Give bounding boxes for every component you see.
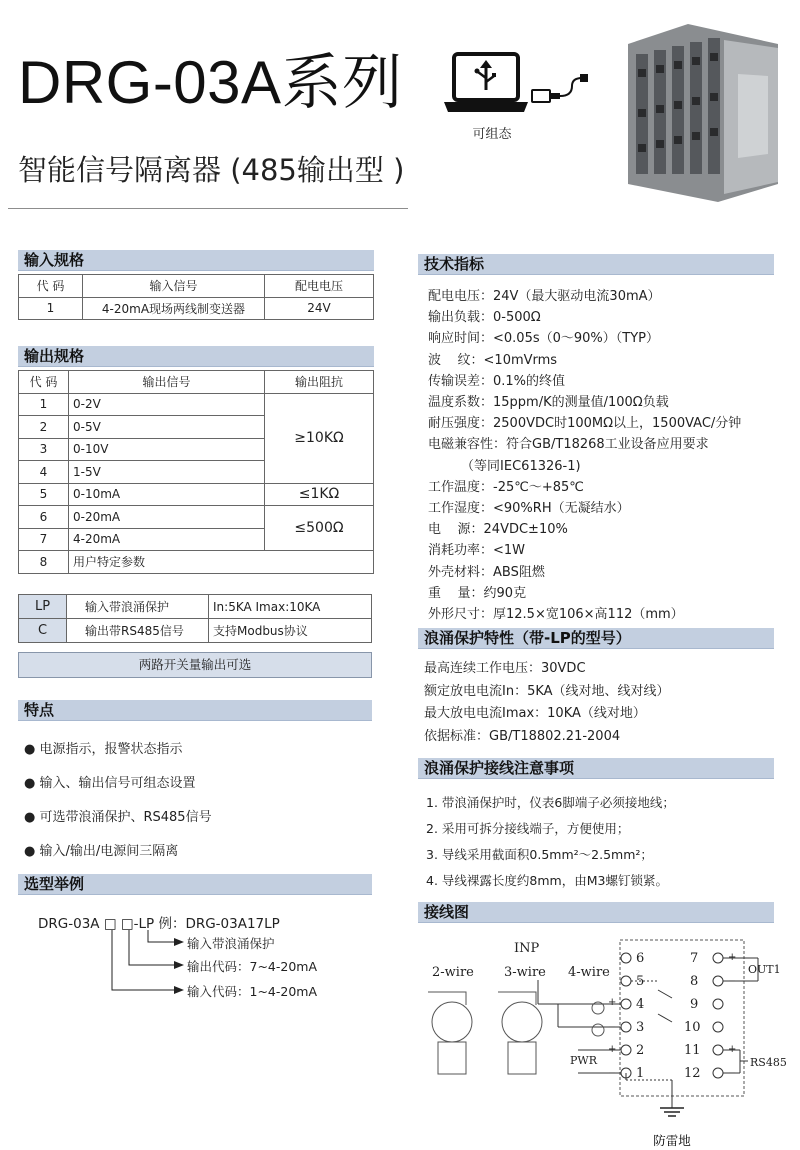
table-cell: 0-10mA [69,483,265,506]
wiring-note-item: 4. 导线裸露长度约8mm，由M3螺钉锁紧。 [426,873,668,888]
surge-spec-header: 浪涌保护特性（带-LP的型号） [418,628,774,649]
output-spec-header: 输出规格 [18,346,374,367]
impedance-cell: ≤500Ω [265,506,374,551]
table-header-cell: 代 码 [19,275,83,298]
out1-label: OUT1 [748,963,781,976]
surge-spec-line: 额定放电电流In：5KA（线对地、线对线） [424,683,670,699]
model-label-output: 输出代码：7~4-20mA [187,959,318,974]
tech-spec-line: 工作温度：-25℃～+85℃ [428,479,584,495]
product-series-title: DRG-03A系列 [18,49,403,116]
wiring-note-item: 3. 导线采用截面积0.5mm²～2.5mm²； [426,847,653,862]
table-header-cell: 输出阻抗 [265,371,374,394]
option-desc: 输入带浪涌保护 [67,595,209,619]
option-desc: 输出带RS485信号 [67,619,209,643]
option-detail: In:5KA Imax:10KA [209,595,372,619]
input-spec-table [18,274,374,320]
feature-item: ● 电源指示，报警状态指示 [24,742,183,757]
wire-type-label: 2-wire [432,965,474,980]
tech-spec-line: 耐压强度：2500VDC时100MΩ以上，1500VAC/分钟 [428,416,742,432]
table-cell: 0-5V [69,416,265,439]
table-header-cell: 输出信号 [69,371,265,394]
laptop-usb-icon [440,50,590,120]
table-cell: 4 [19,461,69,484]
svg-text:+: + [728,1044,737,1055]
table-cell: 24V [265,297,374,320]
surge-ground-label: 防雷地 [653,1133,691,1148]
table-cell: 1 [19,297,83,320]
table-cell: 5 [19,483,69,506]
wiring-notes-header: 浪涌保护接线注意事项 [418,758,774,779]
terminal-label: 4 [636,997,645,1012]
wiring-diagram-header: 接线图 [418,902,774,923]
features-header: 特点 [18,700,372,721]
table-cell: 4-20mA现场两线制变送器 [83,297,265,320]
terminal-label: 8 [690,974,699,989]
surge-spec-line: 最高连续工作电压：30VDC [424,661,586,676]
feature-item: ● 输入/输出/电源间三隔离 [24,844,179,859]
model-label-surge: 输入带浪涌保护 [187,936,275,951]
table-header-cell: 配电电压 [265,275,374,298]
model-example-header: 选型举例 [18,874,372,895]
table-cell: 4-20mA [69,528,265,551]
terminal-label: 1 [636,1066,645,1081]
input-spec-header: 输入规格 [18,250,374,271]
svg-text:+: + [728,952,737,963]
tech-spec-header: 技术指标 [418,254,774,275]
tech-spec-line: 输出负载：0-500Ω [428,310,541,326]
feature-item: ● 可选带浪涌保护、RS485信号 [24,810,212,825]
inp-label: INP [514,941,540,956]
configurable-caption: 可组态 [472,127,512,142]
surge-spec-line: 依据标准：GB/T18802.21-2004 [424,728,621,744]
svg-text:−: − [608,1022,617,1033]
table-cell: 7 [19,528,69,551]
switch-output-note: 两路开关量输出可选 [18,652,372,678]
product-subtitle: 智能信号隔离器 (485输出型 ) [18,153,405,187]
terminal-label: 2 [636,1043,645,1058]
terminal-label: 3 [636,1020,645,1035]
tech-spec-line: 工作湿度：<90%RH（无凝结水） [428,501,630,517]
table-cell: 0-2V [69,393,265,416]
table-cell: 2 [19,416,69,439]
output-spec-table [18,370,374,574]
tech-spec-line: 配电电压：24V（最大驱动电流30mA） [428,289,661,304]
tech-spec-line: 波 纹：<10mVrms [428,352,558,368]
wire-type-label: 4-wire [568,965,610,980]
table-header-cell: 输入信号 [83,275,265,298]
model-code-line: DRG-03A □ □-LP 例：DRG-03A17LP [38,916,280,932]
svg-text:−: − [728,1068,737,1079]
tech-spec-line: 传输误差：0.1%的终值 [428,373,566,389]
table-cell: 1-5V [69,461,265,484]
wiring-note-item: 1. 带浪涌保护时，仪表6脚端子必须接地线； [426,795,675,810]
tech-spec-line: 外形尺寸：厚12.5×宽106×高112（mm） [428,607,684,623]
device-illustration [618,14,788,204]
terminal-label: 10 [684,1020,701,1035]
tech-spec-line: 消耗功率：<1W [428,543,526,559]
table-cell: 0-10V [69,438,265,461]
table-cell: 6 [19,506,69,529]
tech-spec-line: （等同IEC61326-1) [428,458,581,474]
tech-spec-line: 电 源：24VDC±10% [428,522,568,538]
surge-spec-line: 最大放电电流Imax：10KA（线对地） [424,706,646,721]
svg-text:+: + [608,997,617,1008]
model-label-input: 输入代码：1~4-20mA [187,984,318,999]
table-cell: 0-20mA [69,506,265,529]
terminal-label: 9 [690,997,699,1012]
model-arrows [100,928,190,1000]
wiring-diagram [418,930,788,1148]
terminal-label: 12 [684,1066,701,1081]
terminal-label: 11 [684,1043,701,1058]
tech-spec-line: 重 量：约90克 [428,585,527,601]
wiring-note-item: 2. 采用可拆分接线端子，方便使用； [426,821,630,836]
svg-text:+: + [608,1044,617,1055]
table-cell: 3 [19,438,69,461]
surge-spec-list [424,658,670,748]
terminal-label: 7 [690,951,699,966]
option-code: C [19,619,67,643]
feature-item: ● 输入、输出信号可组态设置 [24,776,196,791]
rs485-label: RS485 [750,1056,787,1069]
tech-spec-list [428,286,741,625]
option-code: LP [19,595,67,619]
wiring-notes-list [426,790,675,894]
table-header-cell: 代 码 [19,371,69,394]
impedance-cell: ≤1KΩ [265,483,374,506]
options-table [18,594,372,643]
terminal-label: 6 [636,951,645,966]
impedance-cell: ≥10KΩ [265,393,374,483]
tech-spec-line: 电磁兼容性：符合GB/T18268工业设备应用要求 [428,437,709,453]
table-cell: 8 [19,551,69,574]
table-cell: 用户特定参数 [69,551,374,574]
table-cell: 1 [19,393,69,416]
tech-spec-line: 外壳材料：ABS阻燃 [428,564,545,580]
pwr-label: PWR [570,1054,597,1067]
header-divider [8,208,408,209]
svg-text:−: − [728,976,737,987]
terminal-label: 5 [636,974,645,989]
option-detail: 支持Modbus协议 [209,619,372,643]
tech-spec-line: 响应时间：<0.05s（0～90%）（TYP） [428,331,659,347]
svg-text:−: − [608,1068,617,1079]
wire-type-label: 3-wire [504,965,546,980]
tech-spec-line: 温度系数：15ppm/K的测量值/100Ω负载 [428,395,669,411]
